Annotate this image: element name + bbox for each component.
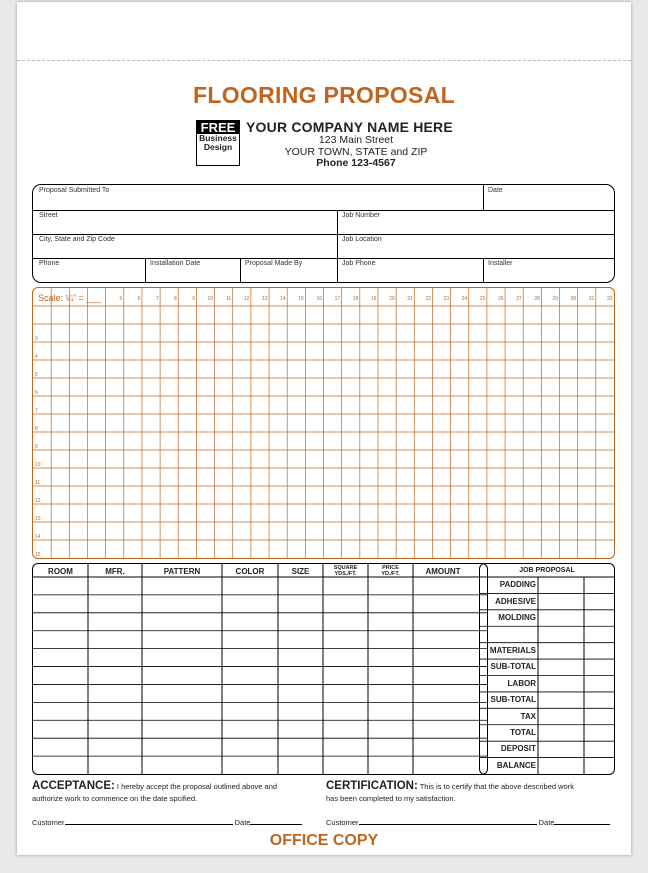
- certification-date-label: Date: [538, 818, 555, 827]
- city-state-zip-field[interactable]: City, State and Zip Code: [39, 236, 115, 243]
- grid-col-number: 24: [461, 296, 468, 302]
- acceptance-block: [32, 780, 312, 805]
- grid-row-number: 9: [35, 444, 38, 450]
- grid-col-number: 28: [534, 296, 540, 302]
- grid-col-number: 17: [334, 296, 341, 302]
- grid-col-number: 19: [370, 296, 377, 302]
- grid-col-number: 5: [119, 296, 123, 302]
- grid-col-number: 32: [606, 296, 613, 302]
- grid-row-number: 13: [35, 516, 41, 522]
- street-field[interactable]: Street: [39, 212, 58, 219]
- acceptance-heading: ACCEPTANCE:: [32, 780, 115, 792]
- grid-row-number: 10: [35, 462, 41, 468]
- company-block: [246, 119, 546, 170]
- acceptance-customer-signature[interactable]: [65, 817, 233, 825]
- company-phone: Phone 123-4567: [316, 157, 396, 169]
- job-proposal-row-label: DEPOSIT: [500, 744, 536, 754]
- company-street: 123 Main Street: [318, 134, 394, 146]
- job-proposal-row-label: MOLDING: [498, 613, 536, 623]
- grid-col-number: 7: [155, 296, 159, 302]
- col-color: COLOR: [235, 567, 265, 576]
- proposal-submitted-to-field[interactable]: Proposal Submitted To: [39, 187, 110, 194]
- job-proposal-row-label: SUB-TOTAL: [490, 662, 536, 672]
- col-square-line2: YDS./FT.: [334, 571, 357, 577]
- grid-col-number: 31: [588, 296, 595, 302]
- job-proposal-row-label: ADHESIVE: [495, 596, 536, 606]
- acceptance-customer-label: Customer: [32, 818, 65, 827]
- grid-row-number: 6: [35, 390, 38, 396]
- col-price-line2: YD./FT.: [381, 571, 400, 577]
- job-number-field[interactable]: Job Number: [342, 212, 381, 219]
- grid-col-number: 12: [243, 296, 250, 302]
- scale-label: Scale: ¼” = ___: [38, 293, 102, 303]
- installer-field[interactable]: Installer: [488, 260, 513, 267]
- company-name: YOUR COMPANY NAME HERE: [246, 119, 453, 135]
- customer-info-box: [32, 184, 615, 283]
- office-copy-label: OFFICE COPY: [269, 832, 379, 849]
- grid-row-number: 7: [35, 408, 38, 414]
- col-amount: AMOUNT: [425, 567, 461, 576]
- grid-col-number: 18: [352, 296, 359, 302]
- job-proposal-row-label: SUB-TOTAL: [490, 695, 536, 705]
- acceptance-signature-line: [32, 817, 302, 827]
- job-proposal-title: JOB PROPOSAL: [519, 567, 575, 574]
- grid-col-number: 22: [425, 296, 431, 302]
- grid-col-number: 13: [261, 296, 268, 302]
- grid-row-number: 8: [35, 426, 38, 432]
- layout-drawing-grid[interactable]: [32, 287, 615, 559]
- grid-col-number: 27: [516, 296, 522, 302]
- materials-table: [32, 563, 488, 775]
- grid-col-number: 8: [173, 296, 177, 302]
- materials-table-lines: [33, 564, 487, 774]
- grid-col-number: 26: [498, 296, 504, 302]
- acceptance-date-label: Date: [234, 818, 251, 827]
- acceptance-date-input[interactable]: [250, 817, 302, 825]
- grid-col-number: 14: [280, 296, 286, 302]
- certification-text-1: This is to certify that the above described work: [417, 782, 574, 791]
- grid-col-number: 25: [479, 296, 486, 302]
- certification-date-input[interactable]: [554, 817, 610, 825]
- certification-block: [326, 780, 616, 805]
- logo-free-text: FREE: [197, 121, 239, 134]
- certification-text-2: has been completed to my satisfaction.: [326, 794, 456, 803]
- form-title: FLOORING PROPOSAL: [193, 82, 455, 108]
- grid-col-number: 15: [298, 296, 304, 302]
- job-phone-field[interactable]: Job Phone: [342, 260, 376, 267]
- job-proposal-row-label: LABOR: [507, 678, 536, 688]
- logo-business-text: Business: [199, 133, 237, 144]
- grid-row-number: 12: [35, 498, 41, 504]
- job-proposal-table: [479, 563, 615, 775]
- proposal-form-sheet: [17, 2, 631, 855]
- certification-customer-label: Customer: [326, 818, 359, 827]
- job-proposal-row-label: TAX: [520, 711, 536, 721]
- grid-row-number: 3: [35, 336, 38, 342]
- grid-lines: [33, 288, 614, 558]
- grid-col-number: 30: [570, 296, 577, 302]
- grid-col-number: 9: [192, 296, 195, 302]
- date-field[interactable]: Date: [488, 187, 503, 194]
- grid-col-number: 29: [552, 296, 559, 302]
- col-square: [323, 565, 368, 577]
- grid-row-number: 11: [35, 480, 41, 486]
- acceptance-text-1: I hereby accept the proposal outlined above and: [114, 782, 278, 791]
- grid-col-number: 20: [389, 296, 395, 302]
- installation-date-field[interactable]: Installation Date: [150, 260, 201, 267]
- grid-row-number: 4: [35, 354, 38, 360]
- company-city: YOUR TOWN, STATE and ZIP: [284, 145, 428, 158]
- job-proposal-row-label: MATERIALS: [489, 645, 536, 655]
- job-proposal-row-label: BALANCE: [496, 760, 536, 770]
- job-location-field[interactable]: Job Location: [342, 236, 382, 243]
- grid-col-number: 11: [226, 296, 232, 302]
- grid-col-number: 6: [137, 296, 141, 302]
- job-proposal-row-label: PADDING: [499, 580, 536, 590]
- business-logo: [196, 120, 240, 166]
- col-room: ROOM: [48, 567, 73, 576]
- logo-design-text: Design: [203, 141, 233, 152]
- grid-row-number: 14: [35, 534, 41, 540]
- grid-col-number: 21: [407, 296, 413, 302]
- certification-signature-line: [326, 817, 610, 827]
- perforation-line: [17, 60, 631, 61]
- grid-row-number: 15: [35, 552, 41, 558]
- grid-col-number: 23: [443, 296, 450, 302]
- col-price-line1: PRICE: [382, 565, 399, 571]
- grid-col-number: 16: [316, 296, 322, 302]
- certification-customer-signature[interactable]: [359, 817, 537, 825]
- proposal-made-by-field[interactable]: Proposal Made By: [245, 260, 303, 267]
- grid-col-number: 10: [207, 296, 214, 302]
- grid-row-number: 5: [35, 372, 38, 378]
- certification-heading: CERTIFICATION:: [326, 780, 418, 792]
- phone-field[interactable]: Phone: [39, 260, 60, 267]
- col-square-line1: SQUARE: [333, 565, 358, 571]
- col-size: SIZE: [291, 567, 310, 576]
- col-mfr: MFR.: [105, 567, 125, 576]
- col-price: [368, 565, 413, 577]
- job-proposal-row-label: TOTAL: [510, 727, 536, 737]
- acceptance-text-2: authorize work to commence on the date spcified.: [32, 794, 198, 803]
- col-pattern: PATTERN: [163, 567, 201, 576]
